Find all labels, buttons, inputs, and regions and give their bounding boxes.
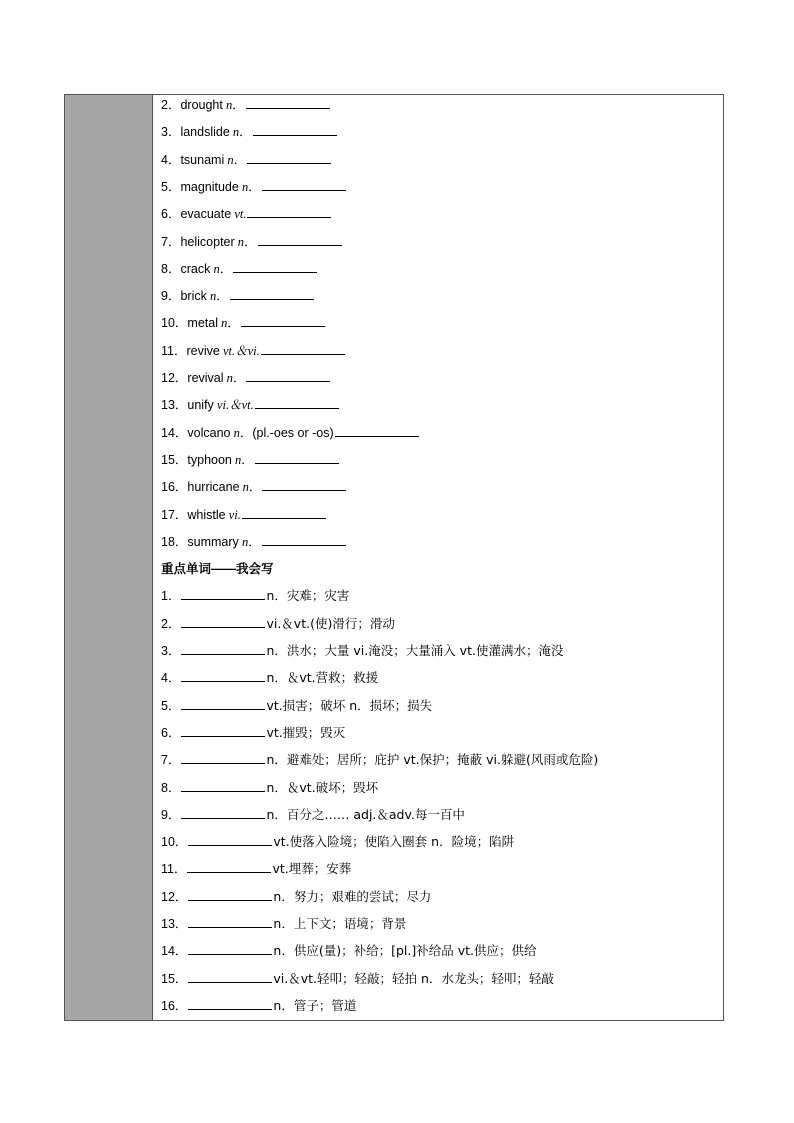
part-of-speech: n xyxy=(217,316,228,331)
answer-blank[interactable] xyxy=(181,616,265,628)
entry-definition: vi.＆vt.(使)滑行；滑动 xyxy=(266,615,395,631)
entry-number: 9． xyxy=(161,289,181,304)
definition-entry xyxy=(161,807,465,823)
word-entry xyxy=(161,261,318,277)
entry-definition: n．上下文；语境；背景 xyxy=(273,916,407,931)
entry-number: 7． xyxy=(161,753,181,768)
entry-number: 14． xyxy=(161,944,188,959)
definition-entry xyxy=(161,861,351,877)
entry-definition: n．洪水；大量 vi.淹没；大量涌入 vt.使灌满水；淹没 xyxy=(266,643,564,658)
answer-blank[interactable] xyxy=(261,343,345,355)
answer-blank[interactable] xyxy=(181,670,265,682)
definition-entry xyxy=(161,998,356,1014)
entry-word: brick xyxy=(180,289,207,304)
answer-blank[interactable] xyxy=(181,698,265,710)
word-entry xyxy=(161,507,327,523)
entry-number: 3． xyxy=(161,125,181,140)
entry-word: magnitude xyxy=(180,179,239,194)
definition-entry xyxy=(161,971,554,987)
part-of-speech: vi. xyxy=(225,507,241,522)
definition-entry xyxy=(161,943,536,959)
definition-entry xyxy=(161,643,563,659)
entry-number: 15． xyxy=(161,452,188,467)
word-entry xyxy=(161,370,331,386)
answer-blank[interactable] xyxy=(253,124,337,136)
entry-definition: n．灾难；灾害 xyxy=(266,588,350,604)
entry-number: 15． xyxy=(161,971,188,986)
word-entry xyxy=(161,343,346,359)
entry-definition: vi.＆vt.轻叩；轻敲；轻拍 n．水龙头；轻叩；轻敲 xyxy=(273,970,554,986)
entry-word: hurricane xyxy=(187,480,240,495)
entry-number: 14． xyxy=(161,425,188,440)
answer-blank[interactable] xyxy=(262,179,346,191)
entry-suffix: ． xyxy=(233,152,247,167)
entry-definition: n．避难处；居所；庇护 vt.保护；掩蔽 vi.躲避(风雨或危险) xyxy=(266,752,599,768)
part-of-speech: n xyxy=(206,289,217,304)
entry-number: 10． xyxy=(161,835,188,850)
entry-number: 13． xyxy=(161,398,188,413)
definition-entry xyxy=(161,670,378,686)
entry-number: 4． xyxy=(161,671,181,686)
entry-number: 8． xyxy=(161,780,181,795)
word-entry xyxy=(161,179,347,195)
entry-number: 3． xyxy=(161,644,181,658)
word-entry xyxy=(161,206,332,222)
entry-word: unify xyxy=(187,398,214,413)
part-of-speech: n xyxy=(223,371,233,385)
word-entry xyxy=(161,397,340,413)
entry-definition: n．百分之…… adj.＆adv.每一百中 xyxy=(266,806,465,822)
part-of-speech: vi.＆vt. xyxy=(213,398,254,413)
word-entry xyxy=(161,452,340,468)
side-column xyxy=(65,95,153,1020)
entry-definition: vt.损害；破坏 n．损坏；损失 xyxy=(266,697,433,713)
entry-suffix: ． xyxy=(232,98,245,112)
section-heading: 重点单词——我会写 xyxy=(161,562,274,577)
entry-word: revive xyxy=(186,343,220,358)
entry-number: 5． xyxy=(161,698,181,713)
answer-blank[interactable] xyxy=(241,315,325,327)
definition-entry xyxy=(161,725,345,741)
entry-definition: n．努力；艰难的尝试；尽力 xyxy=(273,888,432,904)
definition-entry xyxy=(161,834,514,850)
word-entry xyxy=(161,152,332,168)
definition-entry xyxy=(161,780,378,796)
entry-word: drought xyxy=(180,98,223,112)
entry-definition: n．＆vt.营救；救援 xyxy=(266,670,379,686)
entry-suffix: ． xyxy=(219,261,233,276)
answer-blank[interactable] xyxy=(262,534,346,546)
vocab-table xyxy=(64,94,724,1021)
entry-number: 6． xyxy=(161,725,181,740)
entry-number: 8． xyxy=(161,261,181,276)
word-entry xyxy=(161,534,347,550)
answer-blank[interactable] xyxy=(255,452,339,464)
entry-number: 2． xyxy=(161,616,181,631)
entry-number: 13． xyxy=(161,917,188,931)
part-of-speech: n xyxy=(234,234,245,249)
entry-number: 11． xyxy=(161,862,187,877)
part-of-speech: n xyxy=(210,261,220,276)
entry-suffix: ． xyxy=(241,452,254,467)
answer-blank[interactable] xyxy=(242,507,326,519)
entry-suffix: ．(pl.-oes or -os) xyxy=(239,425,334,440)
entry-number: 6． xyxy=(161,207,181,222)
answer-blank[interactable] xyxy=(188,943,272,955)
entry-number: 12． xyxy=(161,371,188,385)
part-of-speech: n xyxy=(222,98,233,112)
entry-number: 12． xyxy=(161,889,188,904)
answer-blank[interactable] xyxy=(188,916,272,928)
answer-blank[interactable] xyxy=(188,971,272,983)
entry-definition: n．＆vt.破坏；毁坏 xyxy=(266,779,379,795)
part-of-speech: vt.＆vi. xyxy=(219,343,260,358)
entry-number: 5． xyxy=(161,179,181,194)
part-of-speech: n xyxy=(231,452,242,467)
answer-blank[interactable] xyxy=(262,479,346,491)
entry-number: 4． xyxy=(161,152,181,167)
part-of-speech: n xyxy=(229,125,240,140)
entry-definition: n．管子；管道 xyxy=(273,997,357,1013)
part-of-speech: n xyxy=(230,425,240,440)
entry-word: whistle xyxy=(187,507,226,522)
entry-number: 7． xyxy=(161,234,181,249)
definition-entry xyxy=(161,916,406,932)
entry-word: crack xyxy=(180,261,211,276)
answer-blank[interactable] xyxy=(246,370,330,382)
entry-number: 10． xyxy=(161,316,188,331)
answer-blank[interactable] xyxy=(246,97,330,109)
definition-entry xyxy=(161,752,598,768)
entry-word: helicopter xyxy=(180,234,235,249)
entry-definition: vt.埋葬；安葬 xyxy=(272,861,352,877)
answer-blank[interactable] xyxy=(181,752,265,764)
answer-blank[interactable] xyxy=(187,861,271,873)
entry-number: 11． xyxy=(161,343,187,358)
answer-blank[interactable] xyxy=(335,425,419,437)
entry-suffix: ． xyxy=(227,316,240,331)
part-of-speech: vt. xyxy=(231,207,247,222)
entry-number: 18． xyxy=(161,534,188,549)
definition-entry xyxy=(161,698,432,714)
part-of-speech: n xyxy=(224,152,234,167)
entry-suffix: ． xyxy=(248,534,261,549)
entry-word: tsunami xyxy=(180,152,225,167)
entry-suffix: ． xyxy=(239,125,252,140)
part-of-speech: n xyxy=(238,179,249,194)
entry-suffix: ． xyxy=(248,179,261,194)
entry-word: volcano xyxy=(187,425,231,440)
word-entry xyxy=(161,479,347,495)
definition-entry xyxy=(161,588,349,604)
entry-definition: vt.使落入险境；使陷入圈套 n．险境；陷阱 xyxy=(273,834,515,850)
word-entry xyxy=(161,425,420,441)
entry-number: 2． xyxy=(161,98,181,112)
answer-blank[interactable] xyxy=(181,807,265,819)
part-of-speech: n xyxy=(238,534,249,549)
answer-blank[interactable] xyxy=(230,288,314,300)
answer-blank[interactable] xyxy=(255,397,339,409)
answer-blank[interactable] xyxy=(247,152,331,164)
entry-definition: vt.摧毁；毁灭 xyxy=(266,724,346,740)
entry-number: 1． xyxy=(161,589,181,604)
word-entry xyxy=(161,234,343,250)
entry-number: 17． xyxy=(161,507,188,522)
entry-word: typhoon xyxy=(187,452,232,467)
entry-word: landslide xyxy=(180,125,230,140)
answer-blank[interactable] xyxy=(181,725,265,737)
entry-number: 16． xyxy=(161,480,188,495)
word-entry xyxy=(161,97,331,113)
entry-number: 9． xyxy=(161,807,181,822)
entry-word: evacuate xyxy=(180,207,232,222)
answer-blank[interactable] xyxy=(247,206,331,218)
entry-word: summary xyxy=(187,534,239,549)
answer-blank[interactable] xyxy=(181,643,265,655)
entry-definition: n．供应(量)；补给；[pl.]补给品 vt.供应；供给 xyxy=(273,943,537,959)
word-entry xyxy=(161,315,326,331)
definition-entry xyxy=(161,889,431,905)
entry-suffix: ． xyxy=(244,234,257,249)
answer-blank[interactable] xyxy=(188,889,272,901)
word-entry xyxy=(161,288,315,304)
answer-blank[interactable] xyxy=(181,780,265,792)
entry-suffix: ． xyxy=(216,289,229,304)
entry-suffix: ． xyxy=(248,480,262,495)
word-entry xyxy=(161,124,338,140)
main-column xyxy=(153,95,723,1020)
answer-blank[interactable] xyxy=(188,834,272,846)
answer-blank[interactable] xyxy=(188,998,272,1010)
definition-entry xyxy=(161,616,395,632)
entry-word: revival xyxy=(187,371,224,385)
entry-number: 16． xyxy=(161,998,188,1013)
entry-word: metal xyxy=(187,316,218,331)
part-of-speech: n xyxy=(239,480,249,495)
answer-blank[interactable] xyxy=(233,261,317,273)
answer-blank[interactable] xyxy=(258,234,342,246)
answer-blank[interactable] xyxy=(181,588,265,600)
entry-suffix: ． xyxy=(232,371,246,385)
